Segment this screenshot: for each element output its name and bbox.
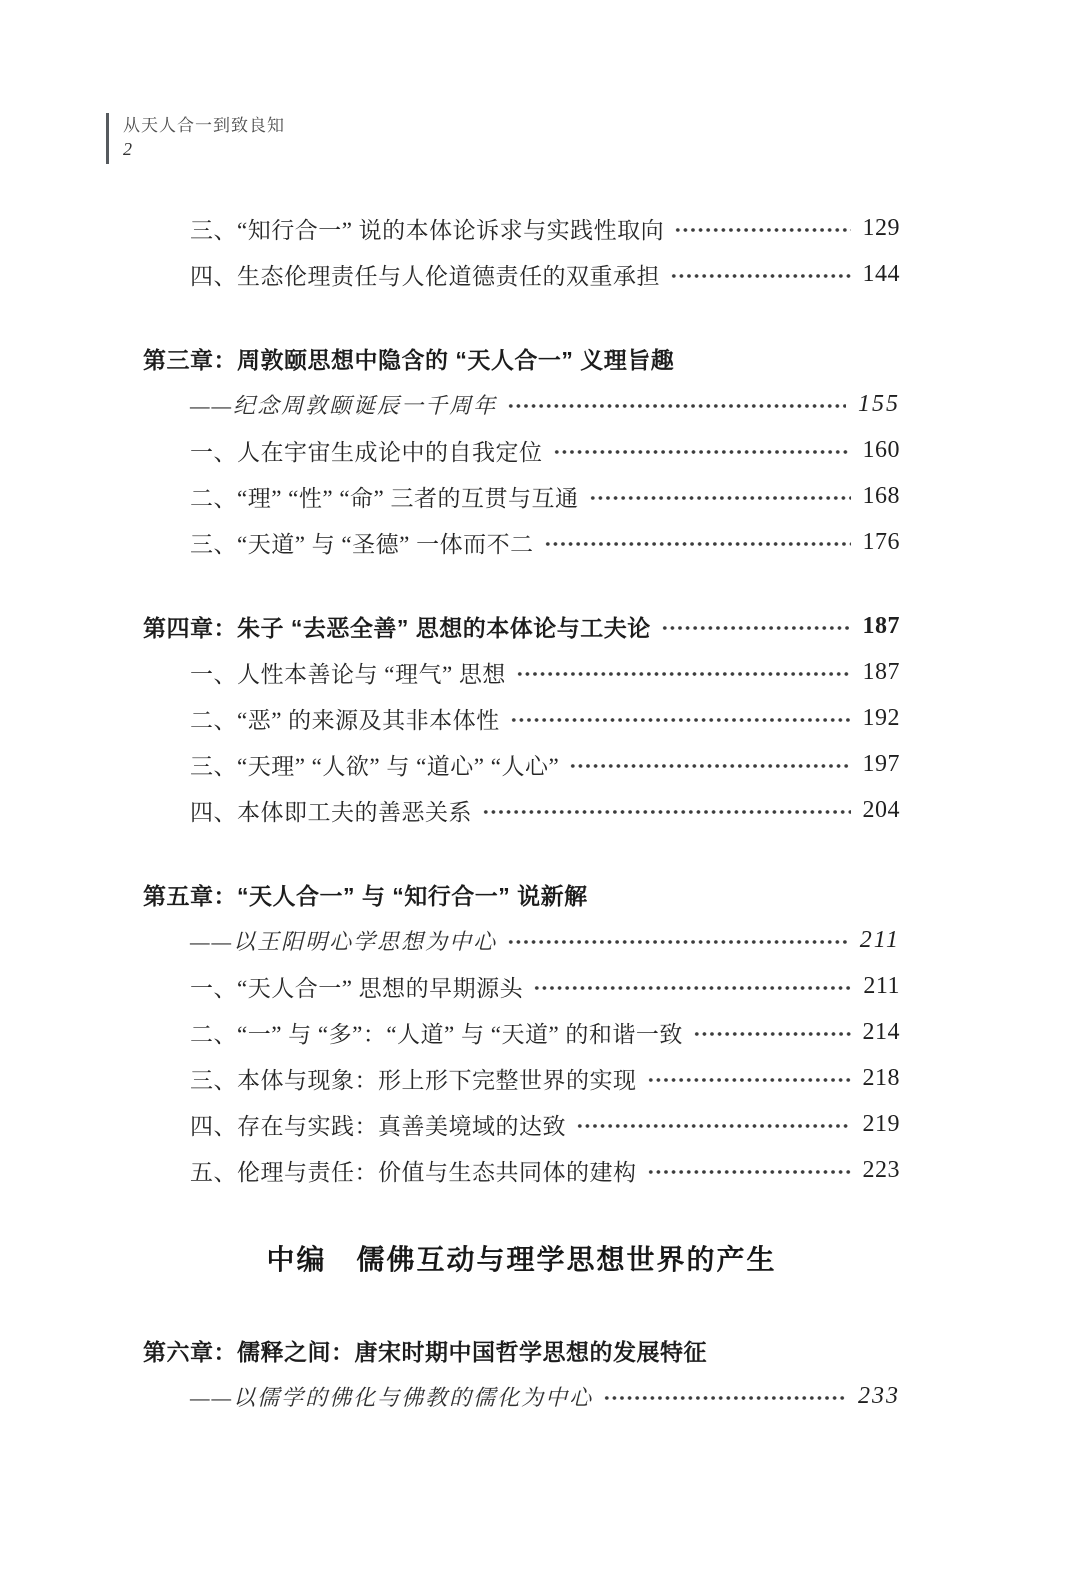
toc-entry-title: 三、“天理” “人欲” 与 “道心” “人心”: [190, 753, 560, 779]
toc-entry-title: 四、本体即工夫的善恶关系: [190, 799, 472, 825]
toc-entry-title: 三、“知行合一” 说的本体论诉求与实践性取向: [190, 217, 665, 243]
toc-page-number: 160: [862, 436, 900, 463]
toc-dot-leader: [647, 1073, 851, 1087]
toc-entry: [143, 603, 900, 649]
toc-dot-leader: [569, 759, 850, 773]
toc-entry-title: 一、人性本善论与 “理气” 思想: [190, 661, 506, 687]
running-title: 从天人合一到致良知: [123, 116, 285, 135]
toc-entry: [143, 427, 900, 473]
toc-dot-leader: [693, 1027, 851, 1041]
toc-dot-leader: [661, 621, 851, 635]
toc-dot-leader: [589, 491, 851, 505]
toc-dot-leader: [576, 1119, 851, 1133]
toc-page-number: 176: [862, 528, 900, 555]
toc-dot-leader: [507, 935, 848, 949]
toc-entry: [143, 787, 900, 833]
toc-dot-leader: [510, 713, 851, 727]
toc-page-number: 211: [859, 926, 900, 953]
toc-entry-title: 第五章：“天人合一” 与 “知行合一” 说新解: [143, 882, 588, 909]
toc-page-number: 129: [862, 214, 900, 241]
toc-entry: [143, 1055, 900, 1101]
toc-entry-title: 一、人在宇宙生成论中的自我定位: [190, 439, 543, 465]
toc-dot-leader: [516, 667, 851, 681]
running-header: [106, 113, 285, 164]
toc-entry: [143, 251, 900, 297]
toc-entry: [143, 649, 900, 695]
toc-entry-title: ——以儒学的佛化与佛教的儒化为中心: [190, 1384, 594, 1410]
toc-entry-title: 四、存在与实践：真善美境域的达致: [190, 1113, 566, 1139]
toc-entry: [143, 205, 900, 251]
toc-dot-leader: [603, 1391, 846, 1405]
toc-page-number: 144: [862, 260, 900, 287]
toc-list: [143, 205, 900, 1419]
toc-page-number: 204: [862, 796, 900, 823]
toc-dot-leader: [647, 1165, 851, 1179]
toc-entry-title: ——纪念周敦颐诞辰一千周年: [190, 392, 498, 418]
toc-page-number: 223: [862, 1156, 900, 1183]
toc-dot-leader: [544, 537, 851, 551]
toc-dot-leader: [533, 981, 851, 995]
toc-entry-title: 二、“一” 与 “多”：“人道” 与 “天道” 的和谐一致: [190, 1021, 683, 1047]
toc-page-number: 155: [858, 390, 900, 417]
toc-page-number: 197: [862, 750, 900, 777]
toc-entry: [143, 1373, 900, 1419]
toc-dot-leader: [482, 805, 851, 819]
toc-entry: [143, 1101, 900, 1147]
toc-entry-title: 五、伦理与责任：价值与生态共同体的建构: [190, 1159, 637, 1185]
toc-page-number: 214: [862, 1018, 900, 1045]
toc-entry: [143, 963, 900, 1009]
folio-page-number: 2: [123, 139, 132, 159]
toc-entry: [143, 519, 900, 565]
toc-entry: [143, 381, 900, 427]
toc-page-number: 233: [858, 1382, 900, 1409]
toc-dot-leader: [670, 269, 851, 283]
toc-entry: [143, 1235, 900, 1287]
toc-entry-title: ——以王阳明心学思想为中心: [190, 928, 498, 954]
toc-entry-title: 三、本体与现象：形上形下完整世界的实现: [190, 1067, 637, 1093]
toc-entry-title: 第六章：儒释之间：唐宋时期中国哲学思想的发展特征: [143, 1338, 707, 1365]
toc-dot-leader: [553, 445, 851, 459]
toc-page-number: 218: [862, 1064, 900, 1091]
toc-entry: [143, 1327, 900, 1373]
toc-page-number: 192: [862, 704, 900, 731]
toc-entry: [143, 335, 900, 381]
toc-page-number: 187: [862, 658, 900, 685]
toc-page-number: 187: [862, 612, 900, 639]
toc-entry: [143, 871, 900, 917]
toc-entry: [143, 1009, 900, 1055]
toc-entry-title: 四、生态伦理责任与人伦道德责任的双重承担: [190, 263, 660, 289]
toc-entry: [143, 741, 900, 787]
toc-entry-title: 二、“理” “性” “命” 三者的互贯与互通: [190, 485, 579, 511]
toc-page-number: 211: [863, 972, 900, 999]
toc-entry-title: 三、“天道” 与 “圣德” 一体而不二: [190, 531, 534, 557]
toc-page-number: 168: [862, 482, 900, 509]
toc-entry-title: 一、“天人合一” 思想的早期源头: [190, 975, 524, 1001]
toc-entry-title: 第四章：朱子 “去恶全善” 思想的本体论与工夫论: [143, 614, 651, 641]
toc-entry-title: 二、“恶” 的来源及其非本体性: [190, 707, 500, 733]
toc-entry: [143, 473, 900, 519]
toc-entry: [143, 695, 900, 741]
toc-entry-title: 中编 儒佛互动与理学思想世界的产生: [266, 1245, 777, 1276]
toc-page-number: 219: [862, 1110, 900, 1137]
toc-entry: [143, 917, 900, 963]
toc-dot-leader: [674, 223, 850, 237]
toc-entry-title: 第三章：周敦颐思想中隐含的 “天人合一” 义理旨趣: [143, 346, 675, 373]
toc-dot-leader: [507, 399, 846, 413]
toc-entry: [143, 1147, 900, 1193]
